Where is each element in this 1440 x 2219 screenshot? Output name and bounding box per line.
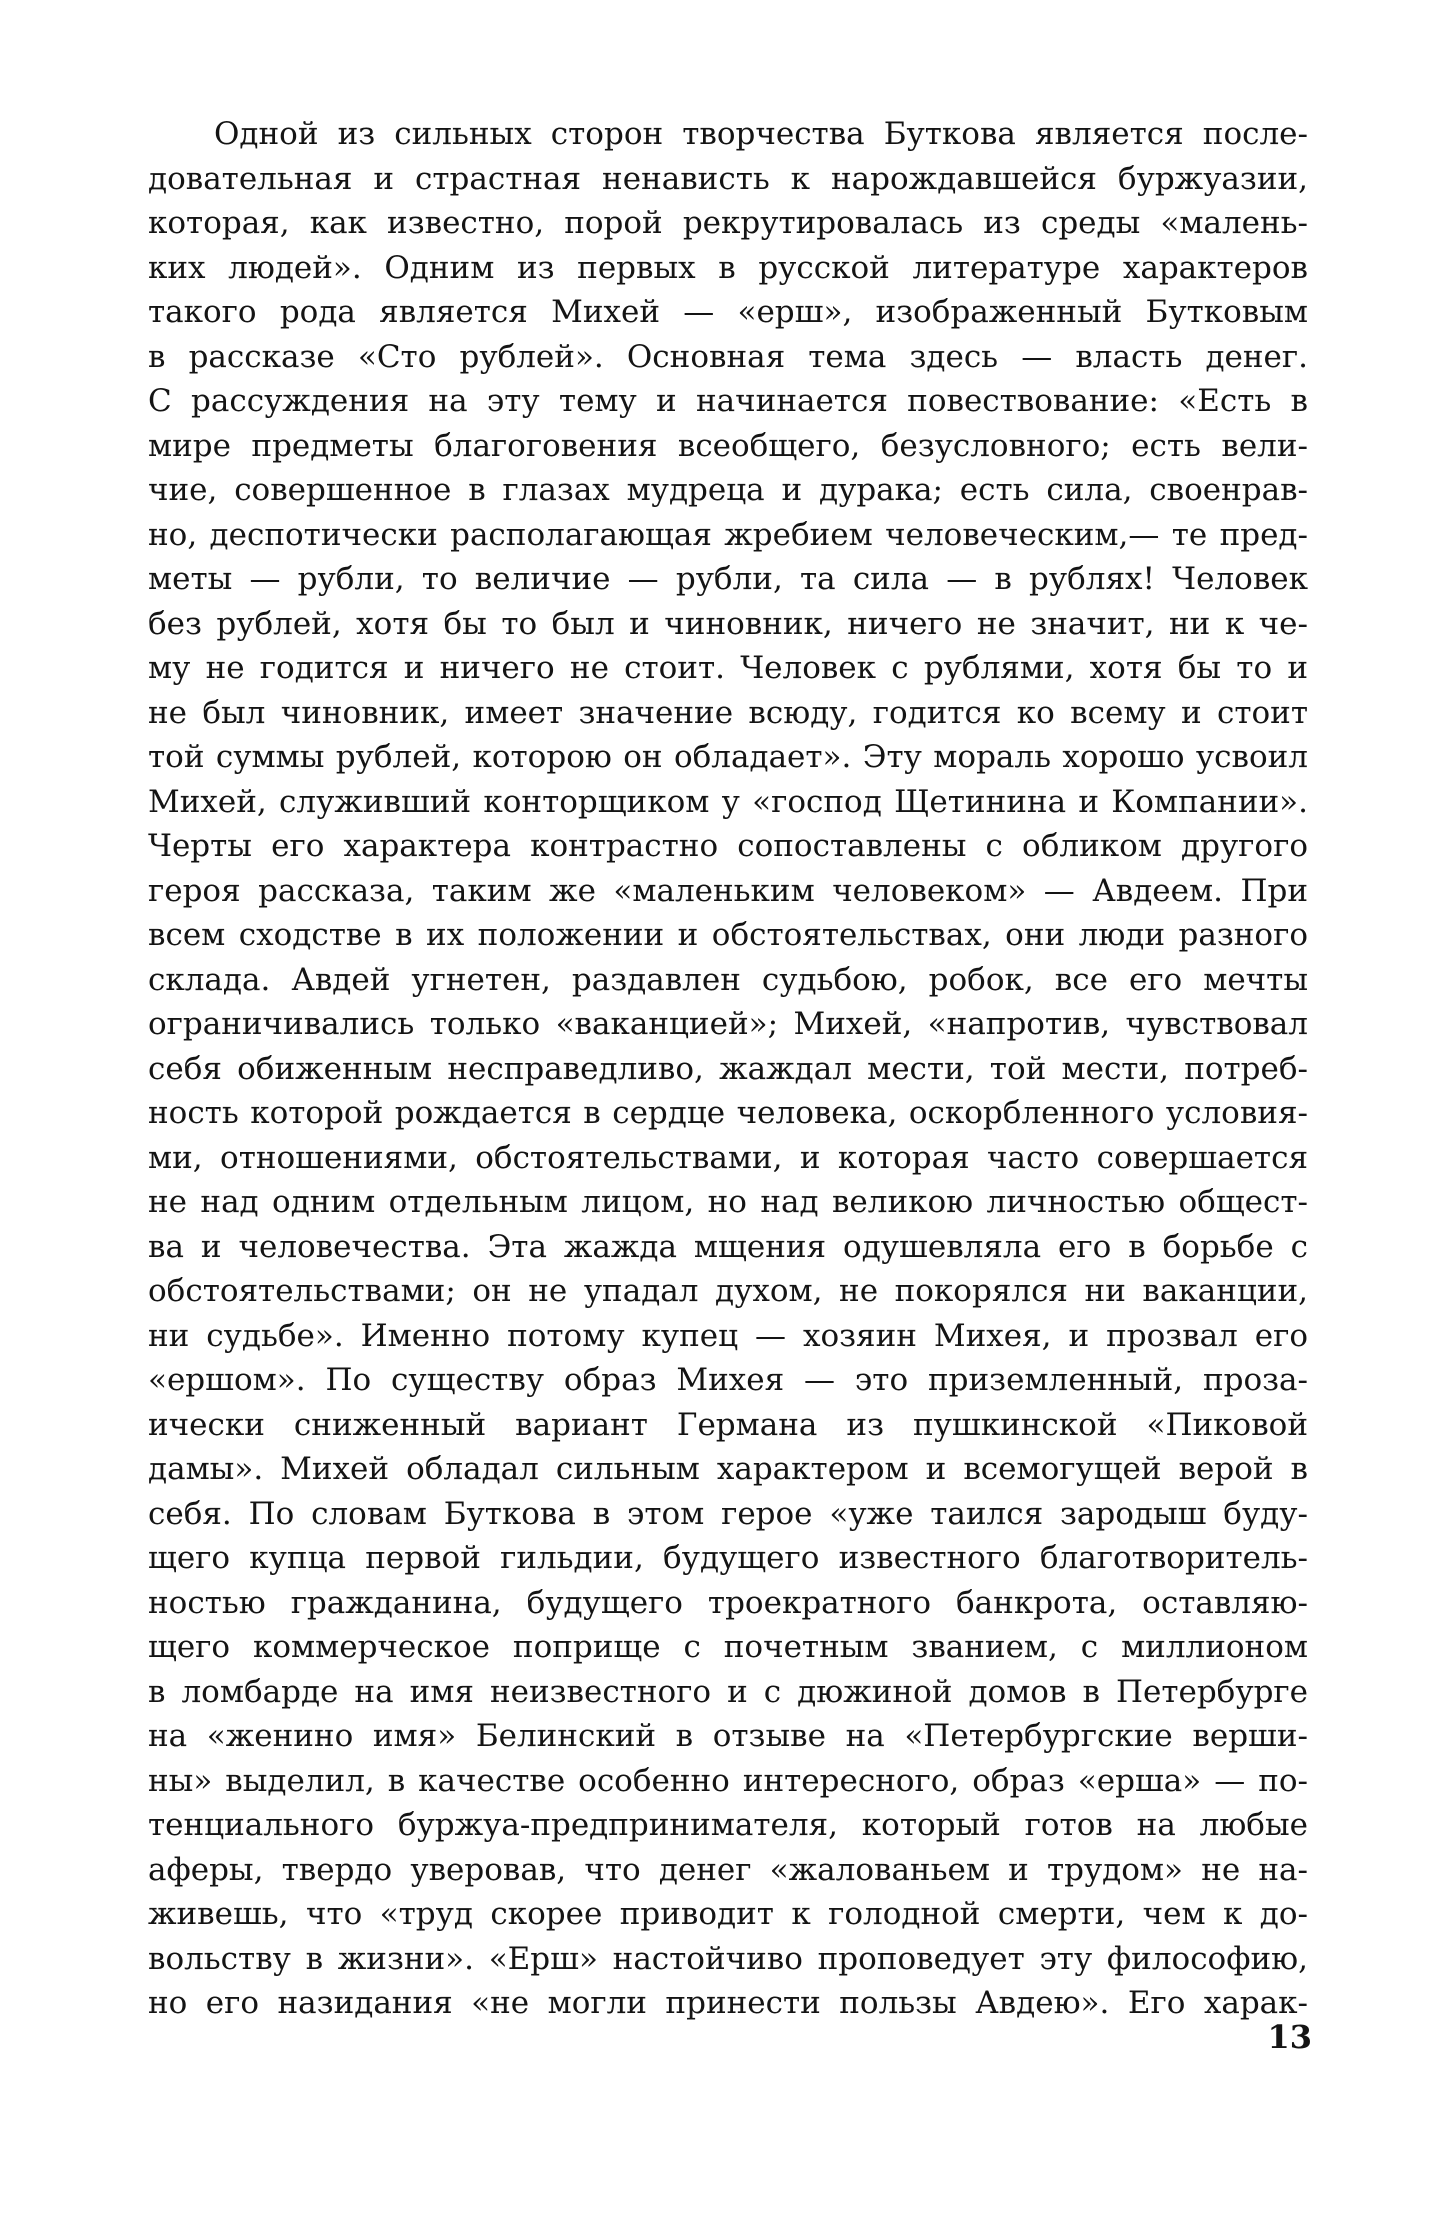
text-line: ми, отношениями, обстоятельствами, и которая часто совершается [148,1139,1308,1176]
text-line: Одной из сильных сторон творчества Буткова является после- [214,116,1308,152]
text-line: такого рода является Михей — «ерш», изображенный Бутковым [148,294,1308,330]
text-line: вольству в жизни». «Ерш» настойчиво проповедует эту философию, [148,1940,1308,1977]
text-line: которая, как известно, порой рекрутировалась из среды «малень- [148,205,1308,241]
text-line: живешь, что «труд скорее приводит к голодной смерти, чем к до- [148,1896,1308,1932]
text-line: героя рассказа, таким же «маленьким человеком» — Авдеем. При [148,872,1308,909]
text-line: той суммы рублей, которою он обладает». Эту мораль хорошо усвоил [148,739,1308,775]
text-line: тенциального буржуа-предпринимателя, который готов на любые [148,1807,1308,1843]
text-line: ны» выделил, в качестве особенно интересного, образ «ерша» — по- [148,1762,1308,1799]
body-text [148,112,1308,2026]
text-line: ни судьбе». Именно потому купец — хозяин Михея, и прозвал его [148,1317,1308,1354]
text-line: щего купца первой гильдии, будущего известного благотворитель- [148,1540,1308,1576]
text-line: ность которой рождается в сердце человека, оскорбленного условия- [148,1095,1308,1131]
text-line: довательная и страстная ненависть к нарождавшейся буржуазии, [148,160,1308,197]
text-line: ких людей». Одним из первых в русской литературе характеров [148,249,1308,286]
text-line: в рассказе «Сто рублей». Основная тема здесь — власть денег. [148,338,1308,375]
text-line: ограничивались только «ваканцией»; Михей, «напротив, чувствовал [148,1006,1308,1042]
text-line: «ершом». По существу образ Михея — это приземленный, проза- [148,1362,1308,1398]
text-line: дамы». Михей обладал сильным характером и всемогущей верой в [148,1451,1308,1487]
text-line: без рублей, хотя бы то был и чиновник, ничего не значит, ни к че- [148,605,1308,642]
text-line: но его назидания «не могли принести пользы Авдею». Его харак- [148,1985,1308,2021]
text-line: аферы, твердо уверовав, что денег «жалованьем и трудом» не на- [148,1851,1308,1888]
text-line: ически сниженный вариант Германа из пушкинской «Пиковой [148,1406,1308,1443]
text-line: му не годится и ничего не стоит. Человек с рублями, хотя бы то и [148,650,1308,686]
text-line: мире предметы благоговения всеобщего, безусловного; есть вели- [148,427,1308,464]
text-line: ва и человечества. Эта жажда мщения одушевляла его в борьбе с [148,1228,1308,1265]
text-line: обстоятельствами; он не упадал духом, не покорялся ни ваканции, [148,1273,1308,1309]
page-number: 13 [1267,2018,1312,2056]
text-line: не над одним отдельным лицом, но над великою личностью общест- [148,1184,1308,1220]
text-line: всем сходстве в их положении и обстоятельствах, они люди разного [148,917,1308,953]
text-line: не был чиновник, имеет значение всюду, годится ко всему и стоит [148,694,1308,731]
text-line: в ломбарде на имя неизвестного и с дюжиной домов в Петербурге [148,1673,1308,1710]
text-line: себя обиженным несправедливо, жаждал мести, той мести, потреб- [148,1050,1308,1087]
text-line: С рассуждения на эту тему и начинается повествование: «Есть в [148,383,1308,419]
text-line: Черты его характера контрастно сопоставлены с обликом другого [148,828,1308,864]
text-line: себя. По словам Буткова в этом герое «уже таился зародыш буду- [148,1495,1308,1532]
text-line: на «женино имя» Белинский в отзыве на «Петербургские верши- [148,1718,1308,1754]
text-line: но, деспотически располагающая жребием человеческим,— те пред- [148,516,1308,553]
text-line: чие, совершенное в глазах мудреца и дурака; есть сила, своенрав- [148,472,1308,508]
text-line: щего коммерческое поприще с почетным званием, с миллионом [148,1629,1308,1665]
text-line: склада. Авдей угнетен, раздавлен судьбою, робок, все его мечты [148,961,1308,998]
text-line: Михей, служивший конторщиком у «господ Щетинина и Компании». [148,783,1308,820]
text-line: ностью гражданина, будущего троекратного банкрота, оставляю- [148,1584,1308,1621]
text-line: меты — рубли, то величие — рубли, та сила — в рублях! Человек [148,561,1308,597]
